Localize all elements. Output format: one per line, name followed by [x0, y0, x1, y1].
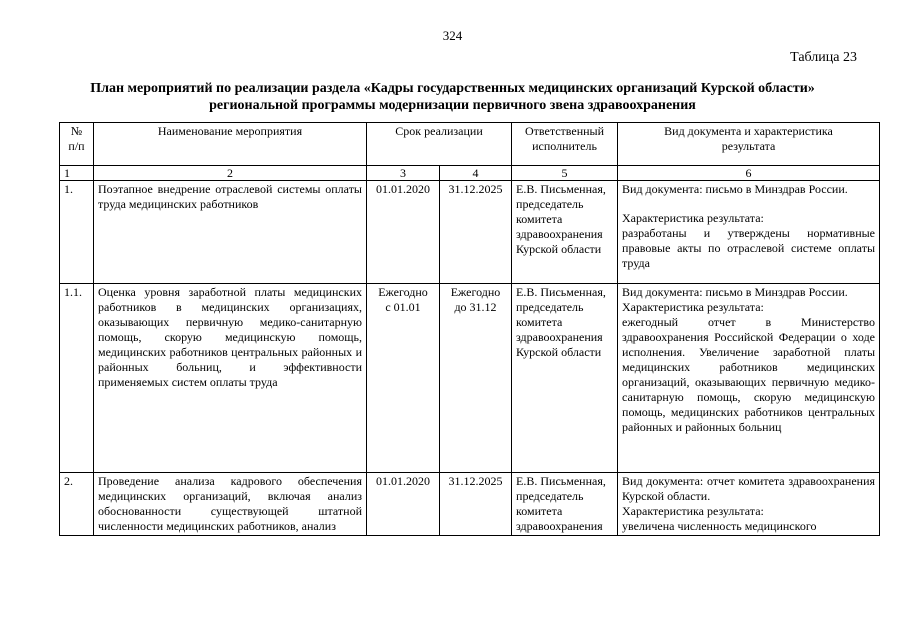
row-result-cell: [618, 284, 880, 473]
row-result-text: разработаны и утверждены нормативные правовые акты по отраслевой системе оплаты труда: [622, 226, 876, 270]
row-start: Ежегодно с 01.01: [367, 284, 440, 473]
header-row: [60, 123, 880, 166]
table-row: [60, 473, 880, 536]
column-number: 4: [440, 166, 512, 181]
page-number: 324: [442, 28, 463, 43]
row-result-text: ежегодный отчет в Министерство здравоохранения Российской Федерации о ходе исполнения. Увеличение заработной платы медицинских работников медицинских организаций, оказывающих первичную медико-санитарную помощь, скорую медицинскую помощь, медицинских работников центральных районных и районных больниц: [622, 315, 876, 434]
header-num: № п/п: [60, 123, 94, 166]
row-result-label: Характеристика результата:: [622, 300, 764, 314]
title-line-2: региональной программы модернизации первичного звена здравоохранения: [209, 98, 696, 113]
row-responsible: Е.В. Письменная, председатель комитета здравоохранения Курской области: [512, 181, 618, 284]
row-result-text: увеличена численность медицинского: [622, 519, 817, 533]
row-start: 01.01.2020: [367, 181, 440, 284]
row-number: 1.1.: [60, 284, 94, 473]
column-number-row: [60, 166, 880, 181]
document-title: [40, 80, 865, 114]
header-result: Вид документа и характеристика результата: [618, 123, 880, 166]
row-number: 2.: [60, 473, 94, 536]
row-end: 31.12.2025: [440, 181, 512, 284]
row-end: 31.12.2025: [440, 473, 512, 536]
row-name: Проведение анализа кадрового обеспечения медицинских организаций, включая анализ обоснованности существующей штатной численности медицинских работников, анализ: [94, 473, 367, 536]
table-label: Таблица 23: [790, 50, 857, 65]
row-end: Ежегодно до 31.12: [440, 284, 512, 473]
row-doc-type: Вид документа: письмо в Минздрав России.: [622, 182, 848, 196]
row-doc-type: Вид документа: отчет комитета здравоохранения Курской области.: [622, 474, 876, 503]
row-result-label: Характеристика результата:: [622, 211, 764, 225]
plan-table: [59, 122, 880, 536]
column-number: 2: [94, 166, 367, 181]
row-name: Поэтапное внедрение отраслевой системы оплаты труда медицинских работников: [94, 181, 367, 284]
column-number: 5: [512, 166, 618, 181]
column-number: 3: [367, 166, 440, 181]
row-result-cell: [618, 473, 880, 536]
column-number: 1: [60, 166, 94, 181]
row-responsible: Е.В. Письменная, председатель комитета здравоохранения Курской области: [512, 284, 618, 473]
row-responsible: Е.В. Письменная, председатель комитета здравоохранения: [512, 473, 618, 536]
row-result-label: Характеристика результата:: [622, 504, 764, 518]
header-name: Наименование мероприятия: [94, 123, 367, 166]
row-doc-type: Вид документа: письмо в Минздрав России.: [622, 285, 848, 299]
header-responsible: Ответственный исполнитель: [512, 123, 618, 166]
row-start: 01.01.2020: [367, 473, 440, 536]
table-row: [60, 284, 880, 473]
spacer: [622, 197, 875, 211]
title-line-1: План мероприятий по реализации раздела «Кадры государственных медицинских организаций Курской области»: [90, 81, 815, 96]
row-result-cell: [618, 181, 880, 284]
column-number: 6: [618, 166, 880, 181]
header-period: Срок реализации: [367, 123, 512, 166]
row-name: Оценка уровня заработной платы медицинских работников в медицинских организациях, оказывающих первичную медико-санитарную помощь, скорую медицинскую помощь, медицинских работников центральных районных и районных больниц, и эффективности применяемых систем оплаты труда: [94, 284, 367, 473]
table-row: [60, 181, 880, 284]
row-number: 1.: [60, 181, 94, 284]
